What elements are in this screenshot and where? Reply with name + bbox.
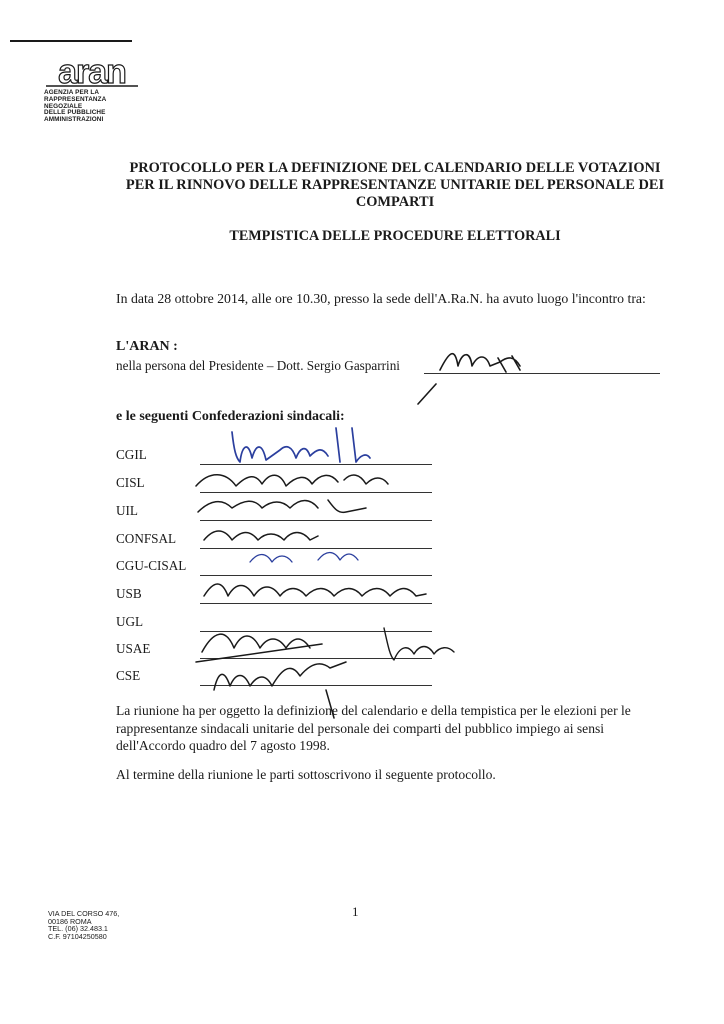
header-rule bbox=[10, 40, 132, 42]
footer-address bbox=[48, 910, 168, 940]
cgil-signature bbox=[232, 428, 370, 462]
paragraph-line: La riunione ha per oggetto la definizione del calendario e della tempistica per le elezioni per le bbox=[116, 703, 631, 718]
signature-line bbox=[200, 658, 432, 659]
aran-logo bbox=[44, 56, 140, 88]
page-number: 1 bbox=[352, 904, 359, 919]
usb-signature bbox=[204, 584, 426, 596]
title-line: COMPARTI bbox=[355, 194, 435, 210]
uil-signature bbox=[198, 500, 366, 512]
confederation-name: USAE bbox=[116, 641, 151, 656]
signature-line bbox=[200, 631, 432, 632]
confederations-label: e le seguenti Confederazioni sindacali: bbox=[116, 409, 345, 424]
title-line: PROTOCOLLO PER LA DEFINIZIONE DEL CALENDARIO DELLE VOTAZIONI bbox=[129, 160, 661, 176]
intro-text: In data 28 ottobre 2014, alle ore 10.30, presso la sede dell'A.Ra.N. ha avuto luogo l'incontro tra: bbox=[116, 291, 646, 306]
agency-line: DELLE PUBBLICHE bbox=[44, 109, 106, 117]
confederation-name: CGU-CISAL bbox=[116, 558, 187, 573]
signature-line bbox=[200, 464, 432, 465]
agency-line: AMMINISTRAZIONI bbox=[44, 116, 104, 124]
confederation-name: UGL bbox=[116, 614, 144, 629]
president-line: nella persona del Presidente – Dott. Sergio Gasparrini bbox=[116, 358, 400, 373]
footer-line: 00186 ROMA bbox=[48, 916, 92, 926]
document-subtitle: TEMPISTICA DELLE PROCEDURE ELETTORALI bbox=[229, 228, 561, 244]
paragraph-line: dell'Accordo quadro del 7 agosto 1998. bbox=[116, 738, 330, 753]
signature-line bbox=[200, 575, 432, 576]
agency-name bbox=[44, 90, 164, 124]
footer-line: TEL. (06) 32.483.1 bbox=[48, 924, 108, 934]
document-title bbox=[100, 160, 690, 211]
agency-line: NEGOZIALE bbox=[44, 102, 83, 110]
title-line: PER IL RINNOVO DELLE RAPPRESENTANZE UNITARIE DEL PERSONALE DEI bbox=[125, 177, 665, 193]
aran-logo-text: aran bbox=[58, 56, 126, 88]
agency-line: AGENZIA PER LA bbox=[44, 89, 100, 96]
signature-line bbox=[200, 520, 432, 521]
aran-label: L'ARAN : bbox=[116, 339, 178, 354]
confederation-name: CISL bbox=[116, 475, 145, 490]
usae-signature-second bbox=[384, 628, 454, 660]
confederation-name: USB bbox=[116, 586, 142, 601]
cgu-cisal-signature bbox=[250, 553, 358, 563]
confederation-name: UIL bbox=[116, 503, 138, 518]
president-signature bbox=[418, 354, 520, 404]
president-signature-line bbox=[424, 373, 660, 374]
confsal-signature bbox=[204, 531, 318, 540]
closing-text: Al termine della riunione le parti sottoscrivono il seguente protocollo. bbox=[116, 767, 496, 782]
confederation-name: CGIL bbox=[116, 447, 147, 462]
cisl-signature bbox=[196, 475, 388, 486]
footer-line: C.F. 97104250580 bbox=[48, 931, 107, 941]
signature-line bbox=[200, 492, 432, 493]
signature-line bbox=[200, 685, 432, 686]
paragraph-line: rappresentanze sindacali unitarie del personale dei comparti del pubblico impiego ai sensi bbox=[116, 720, 605, 736]
signature-line bbox=[200, 548, 432, 549]
footer-line: VIA DEL CORSO 476, bbox=[48, 909, 120, 918]
confederation-name: CSE bbox=[116, 668, 141, 683]
meeting-purpose-paragraph bbox=[116, 702, 660, 755]
signature-line bbox=[200, 603, 432, 604]
agency-line: RAPPRESENTANZA bbox=[44, 95, 107, 103]
confederation-name: CONFSAL bbox=[116, 531, 177, 546]
